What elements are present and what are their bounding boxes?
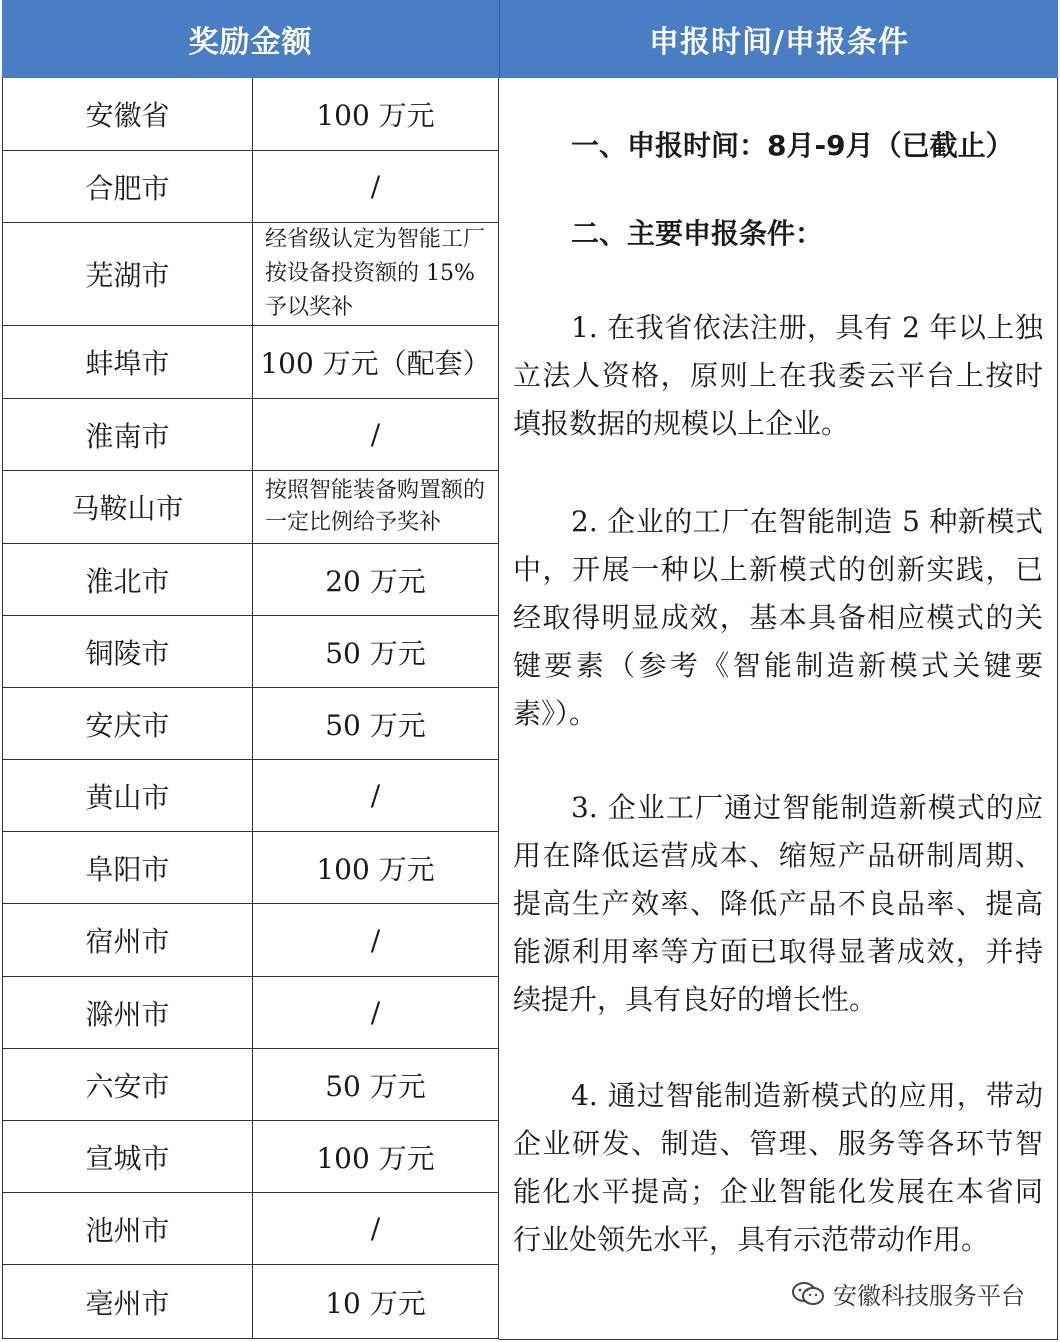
city-cell: 淮北市	[3, 544, 253, 615]
table-row	[2, 326, 499, 399]
section-application-time: 一、申报时间：8月-9月（已截止）	[571, 129, 1014, 162]
city-cell: 安庆市	[3, 688, 253, 759]
city-cell: 黄山市	[3, 760, 253, 831]
city-cell: 滁州市	[3, 977, 253, 1048]
city-cell: 合肥市	[3, 151, 253, 222]
policy-table	[2, 0, 1058, 1340]
amount-cell: 100 万元	[316, 1141, 435, 1175]
amount-cell: 按照智能装备购置额的一定比例给予奖补	[265, 478, 486, 535]
amount-cell: 50 万元	[325, 636, 426, 670]
amount-cell: 50 万元	[325, 708, 426, 742]
table-row	[2, 760, 499, 832]
table-row	[2, 977, 499, 1049]
city-cell: 宿州市	[3, 904, 253, 976]
city-cell: 宣城市	[3, 1121, 253, 1192]
table-row	[2, 78, 499, 151]
amount-cell: /	[370, 996, 381, 1029]
header-reward-amount: 奖励金额	[2, 0, 500, 78]
condition-item-3: 3. 企业工厂通过智能制造新模式的应用在降低运营成本、缩短产品研制周期、提高生产效率、降低产品不良品率、提高能源利用率等方面已取得显著成效，并持续提升，具有良好的增长性。	[513, 791, 1043, 1016]
table-row	[2, 904, 499, 977]
amount-cell: 100 万元	[316, 99, 435, 132]
city-cell: 芜湖市	[3, 223, 253, 325]
table-row	[2, 223, 499, 326]
city-cell: 亳州市	[3, 1265, 253, 1338]
city-cell: 六安市	[3, 1049, 253, 1120]
watermark-text: 安徽科技服务平台	[833, 1282, 1025, 1310]
amount-cell: 100 万元	[316, 852, 435, 886]
amount-cell: 100 万元（配套）	[260, 347, 491, 380]
table-row	[2, 1121, 499, 1193]
condition-item-2: 2. 企业的工厂在智能制造 5 种新模式中，开展一种以上新模式的创新实践，已经取得明显成效，基本具备相应模式的关键要素（参考《智能制造新模式关键要素》）。	[513, 505, 1043, 730]
watermark	[791, 1276, 1025, 1311]
table-row	[2, 544, 499, 616]
table-row	[2, 1265, 499, 1339]
amount-cell: 50 万元	[325, 1069, 426, 1103]
city-cell: 蚌埠市	[3, 326, 253, 398]
city-cell: 安徽省	[3, 78, 253, 150]
amount-cell: /	[370, 418, 381, 451]
amount-cell: /	[370, 923, 381, 957]
table-row	[2, 1193, 499, 1265]
city-cell: 池州市	[3, 1193, 253, 1264]
reward-amount-column	[2, 78, 499, 1339]
city-cell: 淮南市	[3, 399, 253, 470]
table-row	[2, 832, 499, 904]
amount-cell: 10 万元	[325, 1286, 426, 1320]
condition-item-4: 4. 通过智能制造新模式的应用，带动企业研发、制造、管理、服务等各环节智能化水平提高；企业智能化发展在本省同行业处领先水平，具有示范带动作用。	[513, 1079, 1043, 1256]
amount-cell: /	[370, 1212, 381, 1245]
conditions-column	[499, 78, 1058, 1340]
table-row	[2, 616, 499, 688]
table-row	[2, 688, 499, 760]
amount-cell: /	[370, 170, 381, 203]
table-row	[2, 471, 499, 544]
table-header	[2, 0, 1058, 78]
table-row	[2, 151, 499, 223]
condition-item-1: 1. 在我省依法注册，具有 2 年以上独立法人资格，原则上在我委云平台上按时填报数据的规模以上企业。	[513, 311, 1043, 440]
amount-cell: 20 万元	[325, 564, 426, 598]
amount-cell: /	[370, 779, 381, 812]
header-application-time-conditions: 申报时间/申报条件	[649, 25, 909, 60]
wechat-icon	[791, 1281, 825, 1307]
amount-cell: 经省级认定为智能工厂按设备投资额的 15%予以奖补	[265, 227, 486, 320]
city-cell: 铜陵市	[3, 616, 253, 687]
table-row	[2, 399, 499, 471]
table-row	[2, 1049, 499, 1121]
section-main-conditions: 二、主要申报条件：	[571, 217, 824, 250]
city-cell: 马鞍山市	[3, 471, 253, 543]
city-cell: 阜阳市	[3, 832, 253, 903]
